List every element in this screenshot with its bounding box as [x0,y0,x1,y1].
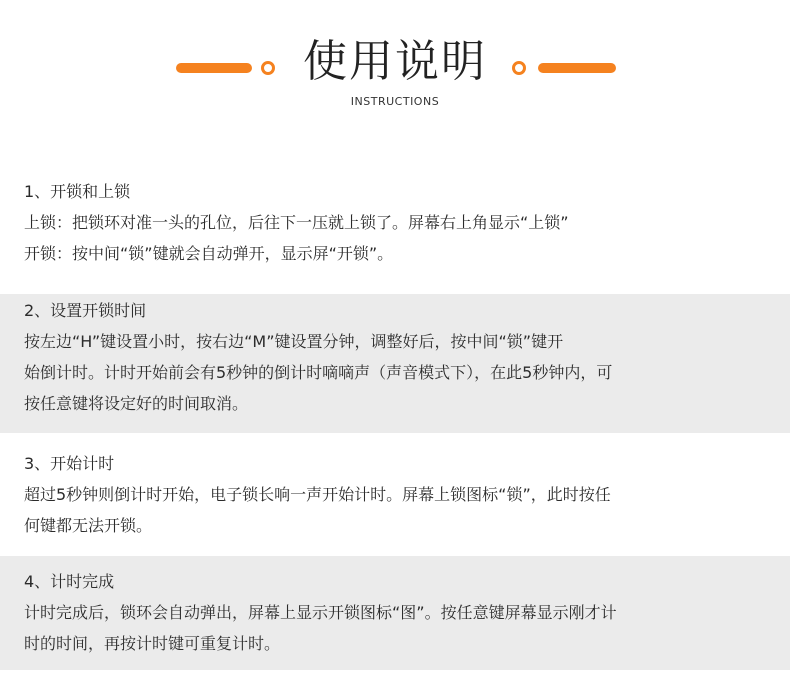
right-decor-bar [538,63,616,73]
section-line: 开锁：按中间“锁”键就会自动弹开，显示屏“开锁”。 [24,244,394,263]
section-line: 时的时间，再按计时键可重复计时。 [24,634,281,653]
section-title: 1、开锁和上锁 [24,182,131,201]
section-title: 4、计时完成 [24,572,115,591]
section-line: 何键都无法开锁。 [24,516,153,535]
header [0,0,790,140]
page-title: 使用说明 [303,36,487,87]
section-line: 计时完成后，锁环会自动弹出，屏幕上显示开锁图标“图”。按任意键屏幕显示刚才计 [24,603,617,622]
page-subtitle: INSTRUCTIONS [350,95,440,108]
section-line: 按左边“H”键设置小时，按右边“M”键设置分钟，调整好后，按中间“锁”键开 [24,332,564,351]
right-decor-ring [512,61,526,75]
section-set-time [0,294,790,433]
section-line: 始倒计时。计时开始前会有5秒钟的倒计时嘀嘀声（声音模式下），在此5秒钟内，可 [24,363,613,382]
section-line: 按任意键将设定好的时间取消。 [24,394,249,413]
section-title: 2、设置开锁时间 [24,301,147,320]
section-title: 3、开始计时 [24,454,115,473]
section-line: 上锁：把锁环对准一头的孔位，后往下一压就上锁了。屏幕右上角显示“上锁” [24,213,569,232]
section-start-timing [0,448,790,548]
section-timing-complete [0,556,790,670]
section-line: 超过5秒钟则倒计时开始，电子锁长响一声开始计时。屏幕上锁图标“锁”，此时按任 [24,485,611,504]
section-lock-unlock [0,176,790,284]
